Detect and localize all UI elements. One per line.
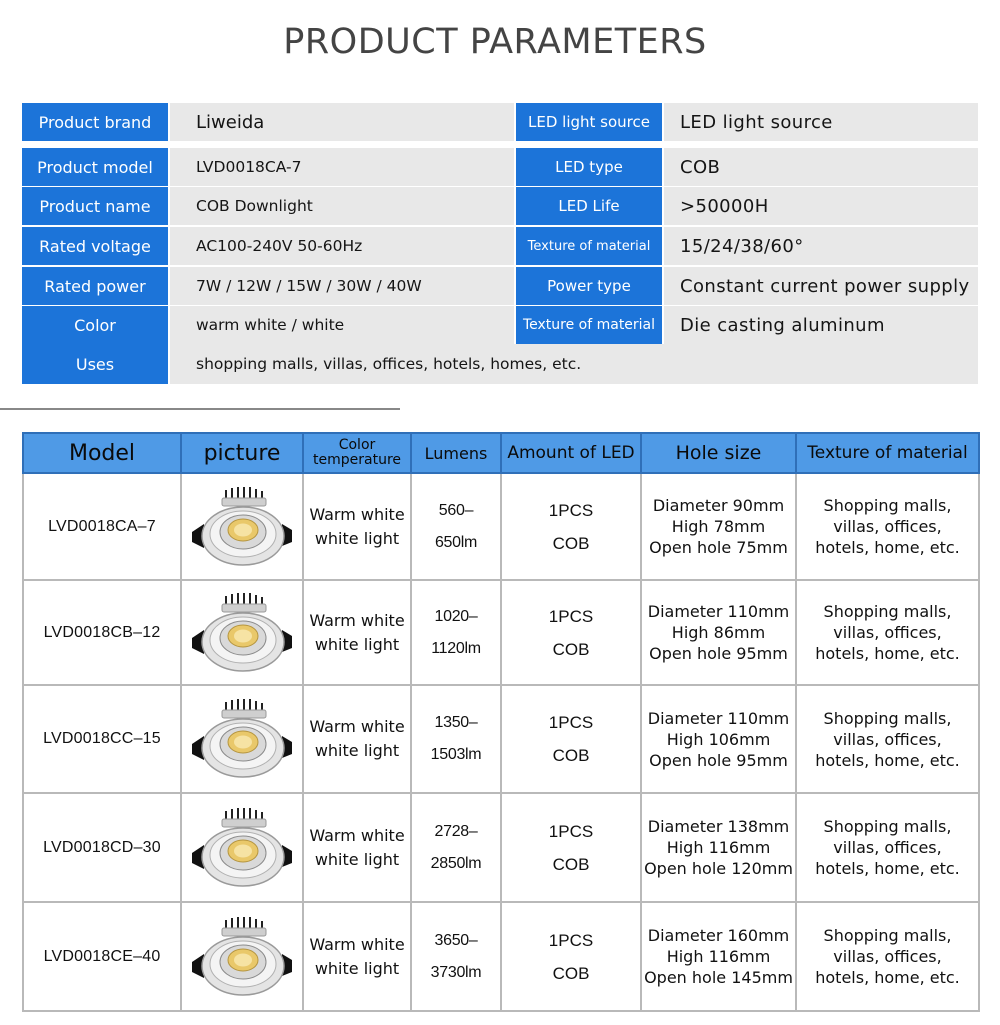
- lumens-line: 1350–: [434, 714, 478, 731]
- texture-cell: [796, 473, 979, 580]
- param-label: Texture of material: [516, 227, 662, 265]
- param-value: LVD0018CA-7: [170, 148, 514, 186]
- lumens-cell: [411, 473, 501, 580]
- texture-line: Shopping malls,: [823, 926, 952, 945]
- color-line: Warm white: [309, 610, 405, 630]
- param-row: [22, 306, 978, 344]
- picture-cell: [181, 793, 303, 902]
- header-lumens: Lumens: [411, 433, 501, 473]
- led-line: COB: [552, 854, 590, 874]
- param-value: Liweida: [170, 103, 514, 141]
- led-line: 1PCS: [548, 500, 594, 520]
- lumens-line: 560–: [438, 501, 474, 519]
- texture-line: Shopping malls,: [823, 817, 952, 836]
- color-line: white light: [314, 958, 400, 978]
- downlight-product-icon: [190, 698, 294, 780]
- color-line: white light: [314, 741, 400, 760]
- lumens-line: 1020–: [434, 607, 478, 625]
- color-line: Warm white: [309, 504, 405, 524]
- hole-line: Open hole 95mm: [649, 644, 788, 663]
- led-cell: [501, 473, 641, 580]
- color-cell: [303, 902, 411, 1011]
- header-amount-of-led: Amount of LED: [501, 433, 641, 473]
- led-line: COB: [552, 746, 590, 765]
- hole-line: Diameter 160mm: [647, 926, 790, 945]
- texture-line: hotels, home, etc.: [815, 968, 960, 987]
- texture-line: Shopping malls,: [823, 602, 952, 621]
- hole-line: Diameter 110mm: [647, 602, 790, 621]
- downlight-product-icon: [190, 486, 294, 568]
- texture-cell: [796, 793, 979, 902]
- texture-line: villas, offices,: [833, 623, 942, 642]
- hole-line: Open hole 120mm: [644, 859, 793, 878]
- hole-line: High 86mm: [671, 623, 766, 642]
- led-cell: [501, 580, 641, 685]
- param-label: Uses: [22, 344, 168, 384]
- hole-line: Open hole 145mm: [644, 968, 793, 987]
- led-line: 1PCS: [548, 930, 594, 950]
- header-hole-size: Hole size: [641, 433, 796, 473]
- lumens-cell: [411, 793, 501, 902]
- table-row: [23, 685, 979, 793]
- led-cell: [501, 793, 641, 902]
- param-label: Product name: [22, 187, 168, 225]
- texture-line: villas, offices,: [833, 947, 942, 966]
- table-row: [23, 473, 979, 580]
- param-label: Product model: [22, 148, 168, 186]
- lumens-line: 650lm: [434, 533, 478, 551]
- lumens-line: 3650–: [434, 931, 478, 949]
- param-value: Constant current power supply: [664, 267, 978, 305]
- texture-line: hotels, home, etc.: [815, 750, 960, 770]
- lumens-line: 2850lm: [430, 854, 482, 872]
- color-cell: [303, 793, 411, 902]
- texture-line: villas, offices,: [833, 838, 942, 857]
- param-label: LED Life: [516, 187, 662, 225]
- param-row: [22, 227, 978, 265]
- texture-line: Shopping malls,: [823, 496, 952, 515]
- color-line: white light: [314, 634, 400, 654]
- param-row: [22, 187, 978, 225]
- color-line: white light: [314, 528, 400, 548]
- header-color-temperature: [303, 433, 411, 473]
- hole-line: Diameter 90mm: [652, 496, 785, 515]
- texture-line: Shopping malls,: [823, 708, 952, 728]
- texture-line: villas, offices,: [833, 729, 942, 749]
- texture-line: hotels, home, etc.: [815, 538, 960, 557]
- texture-line: villas, offices,: [833, 517, 942, 536]
- param-row: [22, 103, 978, 141]
- led-line: COB: [552, 963, 590, 983]
- header-color-line2: temperature: [313, 452, 401, 468]
- param-value: 7W / 12W / 15W / 30W / 40W: [170, 267, 514, 305]
- downlight-product-icon: [190, 916, 294, 998]
- model-cell: LVD0018CA–7: [23, 473, 181, 580]
- color-line: Warm white: [309, 934, 405, 954]
- texture-cell: [796, 580, 979, 685]
- param-value: COB Downlight: [170, 187, 514, 225]
- color-cell: [303, 580, 411, 685]
- hole-line: Diameter 110mm: [647, 708, 790, 728]
- hole-line: Open hole 75mm: [649, 538, 788, 557]
- lumens-line: 3730lm: [430, 963, 482, 981]
- lumens-cell: [411, 685, 501, 793]
- picture-cell: [181, 902, 303, 1011]
- hole-line: Open hole 95mm: [649, 750, 788, 770]
- param-value: warm white / white: [170, 306, 514, 344]
- lumens-line: 1503lm: [430, 746, 482, 763]
- header-model: Model: [23, 433, 181, 473]
- led-line: 1PCS: [548, 606, 594, 626]
- hole-cell: [641, 793, 796, 902]
- led-cell: [501, 685, 641, 793]
- picture-cell: [181, 685, 303, 793]
- param-label: Rated power: [22, 267, 168, 305]
- param-label: Color: [22, 306, 168, 344]
- texture-line: hotels, home, etc.: [815, 859, 960, 878]
- model-cell: LVD0018CD–30: [23, 793, 181, 902]
- table-row: [23, 902, 979, 1011]
- led-line: COB: [552, 533, 590, 553]
- color-cell: [303, 685, 411, 793]
- param-label: Texture of material: [516, 306, 662, 344]
- page-title: PRODUCT PARAMETERS: [283, 22, 707, 62]
- color-cell: [303, 473, 411, 580]
- param-value: LED light source: [664, 103, 978, 141]
- color-line: Warm white: [309, 717, 405, 736]
- header-texture: Texture of material: [796, 433, 979, 473]
- param-label: LED type: [516, 148, 662, 186]
- lumens-cell: [411, 580, 501, 685]
- model-cell: LVD0018CE–40: [23, 902, 181, 1011]
- header-color-line1: Color: [338, 437, 376, 453]
- table-row: [23, 793, 979, 902]
- hole-cell: [641, 580, 796, 685]
- texture-line: hotels, home, etc.: [815, 644, 960, 663]
- param-label: Product brand: [22, 103, 168, 141]
- param-value: AC100-240V 50-60Hz: [170, 227, 514, 265]
- param-value: COB: [664, 148, 978, 186]
- led-cell: [501, 902, 641, 1011]
- led-line: 1PCS: [548, 713, 594, 732]
- param-row: [22, 148, 978, 186]
- hole-cell: [641, 685, 796, 793]
- param-label: Power type: [516, 267, 662, 305]
- param-label: LED light source: [516, 103, 662, 141]
- param-row: [22, 267, 978, 305]
- picture-cell: [181, 473, 303, 580]
- header-picture: picture: [181, 433, 303, 473]
- hole-cell: [641, 473, 796, 580]
- param-row-uses: [22, 344, 978, 384]
- section-divider: [0, 408, 400, 410]
- picture-cell: [181, 580, 303, 685]
- hole-line: Diameter 138mm: [647, 817, 790, 836]
- downlight-product-icon: [190, 807, 294, 889]
- hole-line: High 116mm: [666, 838, 771, 857]
- lumens-line: 1120lm: [431, 639, 481, 657]
- texture-cell: [796, 685, 979, 793]
- param-value: shopping malls, villas, offices, hotels, homes, etc.: [170, 344, 978, 384]
- param-value: 15/24/38/60°: [664, 227, 978, 265]
- model-table: [22, 432, 980, 1012]
- texture-cell: [796, 902, 979, 1011]
- hole-line: High 116mm: [666, 947, 771, 966]
- model-cell: LVD0018CC–15: [23, 685, 181, 793]
- param-label: Rated voltage: [22, 227, 168, 265]
- table-row: [23, 580, 979, 685]
- color-line: Warm white: [309, 825, 405, 845]
- hole-line: High 78mm: [671, 517, 766, 536]
- lumens-line: 2728–: [434, 822, 478, 840]
- downlight-product-icon: [190, 592, 294, 674]
- color-line: white light: [314, 849, 400, 869]
- model-cell: LVD0018CB–12: [23, 580, 181, 685]
- led-line: 1PCS: [548, 821, 594, 841]
- led-line: COB: [552, 639, 590, 659]
- hole-cell: [641, 902, 796, 1011]
- hole-line: High 106mm: [666, 729, 771, 749]
- param-value: Die casting aluminum: [664, 306, 978, 344]
- param-value: >50000H: [664, 187, 978, 225]
- lumens-cell: [411, 902, 501, 1011]
- table-header-row: [23, 433, 979, 473]
